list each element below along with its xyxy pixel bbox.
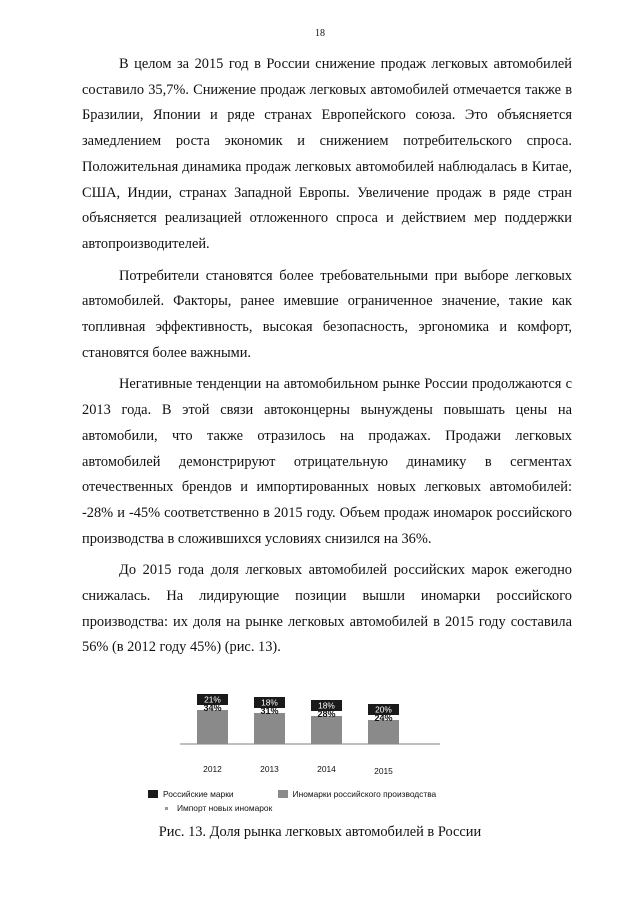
legend-label: Иномарки российского производства (292, 789, 437, 799)
legend-label: Российские марки (163, 789, 234, 799)
data-label-foreign-local: 24% (374, 713, 393, 723)
bar-segment-foreign-local (368, 720, 399, 744)
paragraph: До 2015 года доля легковых автомобилей российских марок ежегодно снижалась. На лидирующие позиции вышли иномарки российского производства: их доля на рынке легковых автомобилей в 2015 году составила 56% (в 2012 году 45%) (рис. 13). (82, 562, 572, 656)
bar-segment-foreign-local (311, 716, 342, 744)
legend-item-import (162, 803, 272, 813)
chart-svg (135, 670, 515, 785)
page-number: 18 (315, 28, 325, 39)
legend-item-russian-brands (148, 789, 234, 799)
data-label-foreign-local: 31% (260, 706, 279, 716)
data-label-russian-brands: 21% (204, 694, 221, 705)
data-label-russian-brands: 18% (318, 700, 335, 711)
chart-legend (148, 787, 528, 815)
bar-segment-foreign-local (197, 710, 228, 744)
x-tick-label: 2012 (203, 764, 222, 774)
legend-item-foreign-local (278, 789, 437, 799)
data-label-russian-brands: 18% (261, 697, 278, 708)
x-tick-label: 2013 (260, 764, 279, 774)
x-tick-label: 2015 (374, 766, 393, 776)
legend-swatch-dot (165, 807, 168, 810)
x-tick-label: 2014 (317, 764, 336, 774)
bar-segment-foreign-local (254, 713, 285, 744)
data-label-foreign-local: 28% (317, 709, 336, 719)
legend-swatch-gray (278, 790, 288, 798)
legend-swatch-dark (148, 790, 158, 798)
paragraph: В целом за 2015 год в России снижение продаж легковых автомобилей составило 35,7%. Снижение продаж легковых автомобилей отмечается также в Бразилии, Японии и ряде странах Европейского союза. Это объясняется замедлением роста экономик и снижением потребительского спроса. Положительная динамика продаж легковых автомобилей наблюдалась в Китае, США, Индии, странах Западной Европы. Увеличение продаж в ряде стран объясняется реализацией отложенного спроса и действием мер поддержки автопроизводителей. (82, 56, 572, 252)
figure-caption: Рис. 13. Доля рынка легковых автомобилей в России (158, 824, 482, 840)
data-label-foreign-local: 34% (203, 703, 222, 713)
data-label-russian-brands: 20% (375, 704, 392, 715)
paragraph: Потребители становятся более требовательными при выборе легковых автомобилей. Факторы, ранее имевшие ограниченное значение, такие как топливная эффективность, высокая безопасность, эргономика и комфорт, становятся более важными. (82, 267, 572, 361)
legend-label: Импорт новых иномарок (177, 803, 273, 813)
paragraph: Негативные тенденции на автомобильном рынке России продолжаются с 2013 года. В этой связи автоконцерны вынуждены повышать цены на автомобили, что также отразилось на продажах. Продажи легковых автомобилей демонстрируют отрицательную динамику в сегментах отечественных брендов и импортированных новых легковых автомобилей: -28% и -45% соответственно в 2015 году. Объем продаж иномарок российского производства в сложившихся условиях снизился на 36%. (82, 376, 572, 547)
body-text (82, 52, 572, 667)
